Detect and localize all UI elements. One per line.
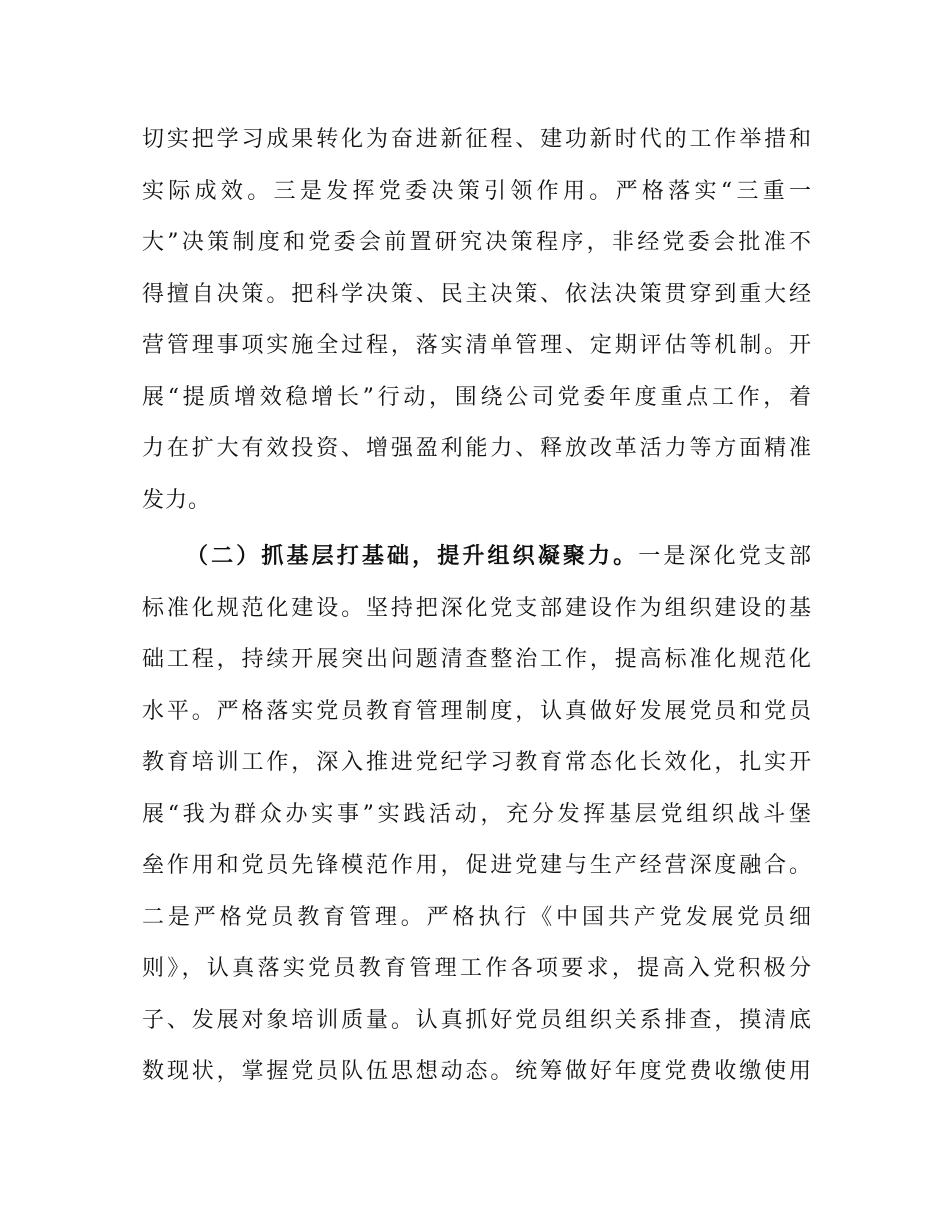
paragraph-line: 则》，认真落实党员教育管理工作各项要求，提高入党积极分 <box>142 956 812 981</box>
paragraph-line: 得擅自决策。把科学决策、民主决策、依法决策贯穿到重大经 <box>142 281 812 307</box>
paragraph-line: 实际成效。三是发挥党委决策引领作用。严格落实“三重一 <box>142 178 812 204</box>
paragraph-line: 础工程，持续开展突出问题清查整治工作，提高标准化规范化 <box>142 647 812 672</box>
paragraph-line: 展“我为群众办实事”实践活动，充分发挥基层党组织战斗堡 <box>142 801 812 827</box>
paragraph-line-rest: 一是深化党支部 <box>638 544 812 569</box>
paragraph-line: 教育培训工作，深入推进党纪学习教育常态化长效化，扎实开 <box>142 750 812 775</box>
paragraph-line: 数现状，掌握党员队伍思想动态。统筹做好年度党费收缴使用 <box>142 1059 812 1084</box>
paragraph-1 <box>142 114 812 526</box>
paragraph-line: 展“提质增效稳增长”行动，围绕公司党委年度重点工作，着 <box>142 384 812 410</box>
paragraph-line: 二是严格党员教育管理。严格执行《中国共产党发展党员细 <box>142 904 812 930</box>
section-heading: （二）抓基层打基础，提升组织凝聚力。 <box>186 544 639 569</box>
paragraph-2 <box>142 531 812 1098</box>
paragraph-line: 大”决策制度和党委会前置研究决策程序，非经党委会批准不 <box>142 230 812 255</box>
paragraph-line: 发力。 <box>142 487 212 513</box>
paragraph-line: 子、发展对象培训质量。认真抓好党员组织关系排查，摸清底 <box>142 1007 812 1033</box>
paragraph-line: 营管理事项实施全过程，落实清单管理、定期评估等机制。开 <box>142 333 812 358</box>
paragraph-line: 垒作用和党员先锋模范作用，促进党建与生产经营深度融合。 <box>142 853 812 878</box>
paragraph-line: 标准化规范化建设。坚持把深化党支部建设作为组织建设的基 <box>142 595 812 621</box>
paragraph-line: 力在扩大有效投资、增强盈利能力、释放改革活力等方面精准 <box>142 436 812 461</box>
paragraph-line: 切实把学习成果转化为奋进新征程、建功新时代的工作举措和 <box>142 127 812 152</box>
paragraph-first-line <box>142 531 812 583</box>
paragraph-line: 水平。严格落实党员教育管理制度，认真做好发展党员和党员 <box>142 698 812 724</box>
